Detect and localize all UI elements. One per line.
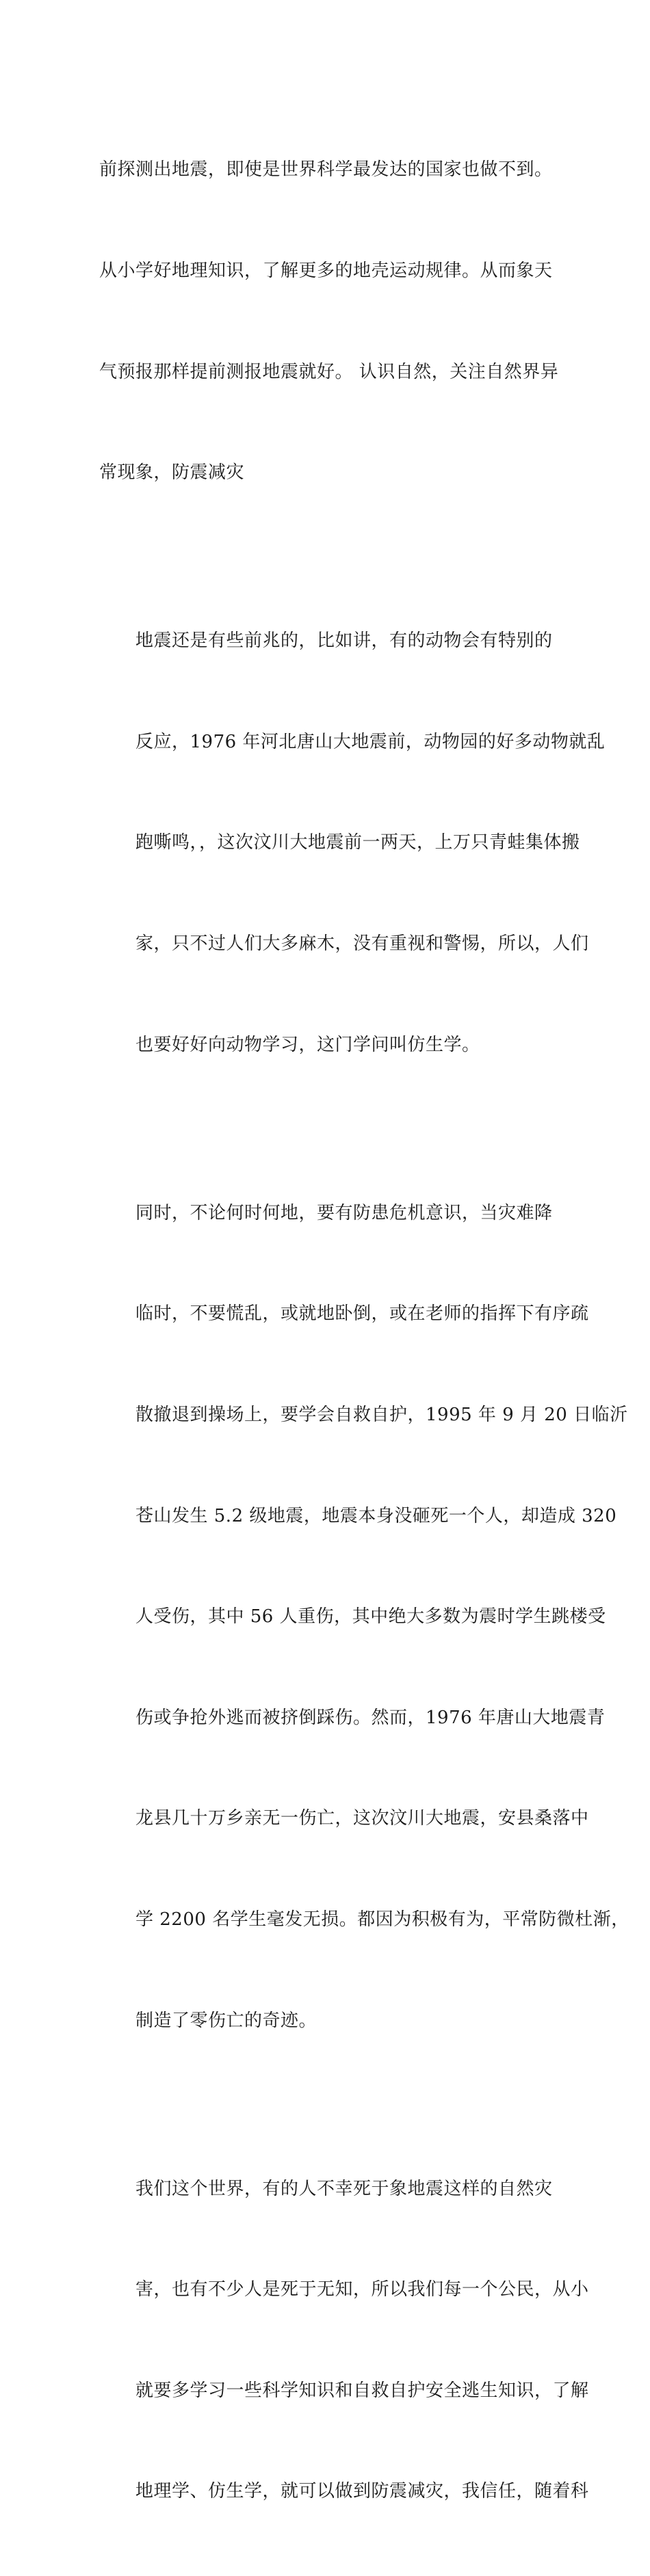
text-line: 龙县几十万乡亲无一伤亡，这次汶川大地震，安县桑落中	[135, 1808, 589, 1829]
text-line: 地理学、仿生学，就可以做到防震减灾，我信任，随着科	[135, 2481, 589, 2502]
text-line: 人受伤，其中 56 人重伤，其中绝大多数为震时学生跳楼受	[135, 1606, 606, 1628]
text-line: 地震还是有些前兆的，比如讲，有的动物会有特别的	[135, 630, 553, 652]
text-line: 家，只不过人们大多麻木，没有重视和警惕，所以，人们	[135, 933, 589, 955]
text-line: 反应，1976 年河北唐山大地震前，动物园的好多动物就乱	[135, 731, 606, 752]
text-line: 学 2200 名学生毫发无损。都因为积极有为，平常防微杜渐，	[135, 1909, 629, 1930]
text-line: 跑嘶鸣，，这次汶川大地震前一两天，上万只青蛙集体搬	[135, 832, 580, 853]
paragraph-1	[99, 86, 564, 557]
text-line: 散撤退到操场上，要学会自救自护，1995 年 9 月 20 日临沂	[135, 1404, 628, 1425]
document-page	[99, 86, 629, 2576]
paragraph-2	[99, 557, 606, 1129]
text-line: 也要好好向动物学习，这门学问叫仿生学。	[135, 1034, 480, 1055]
text-line: 常现象，防震减灾	[99, 462, 245, 483]
text-line: 前探测出地震，即使是世界科学最发达的国家也做不到。	[99, 159, 553, 181]
paragraph-4	[99, 2105, 589, 2576]
text-line: 同时，不论何时何地，要有防患危机意识，当灾难降	[135, 1202, 553, 1223]
text-line: 就要多学习一些科学知识和自救自护安全逃生知识，了解	[135, 2380, 589, 2401]
text-line: 伤或争抢外逃而被挤倒踩伤。然而，1976 年唐山大地震青	[135, 1707, 606, 1728]
text-line: 制造了零伤亡的奇迹。	[135, 2010, 317, 2031]
text-line: 临时，不要慌乱，或就地卧倒，或在老师的指挥下有序疏	[135, 1303, 589, 1325]
paragraph-3	[99, 1129, 629, 2105]
text-line: 我们这个世界，有的人不幸死于象地震这样的自然灾	[135, 2178, 553, 2199]
text-line: 苍山发生 5.2 级地震，地震本身没砸死一个人，却造成 320	[135, 1505, 617, 1526]
text-line: 气预报那样提前测报地震就好。 认识自然，关注自然界异	[99, 361, 559, 382]
text-line: 从小学好地理知识，了解更多的地壳运动规律。从而象天	[99, 261, 553, 282]
text-line: 害，也有不少人是死于无知，所以我们每一个公民，从小	[135, 2279, 589, 2300]
